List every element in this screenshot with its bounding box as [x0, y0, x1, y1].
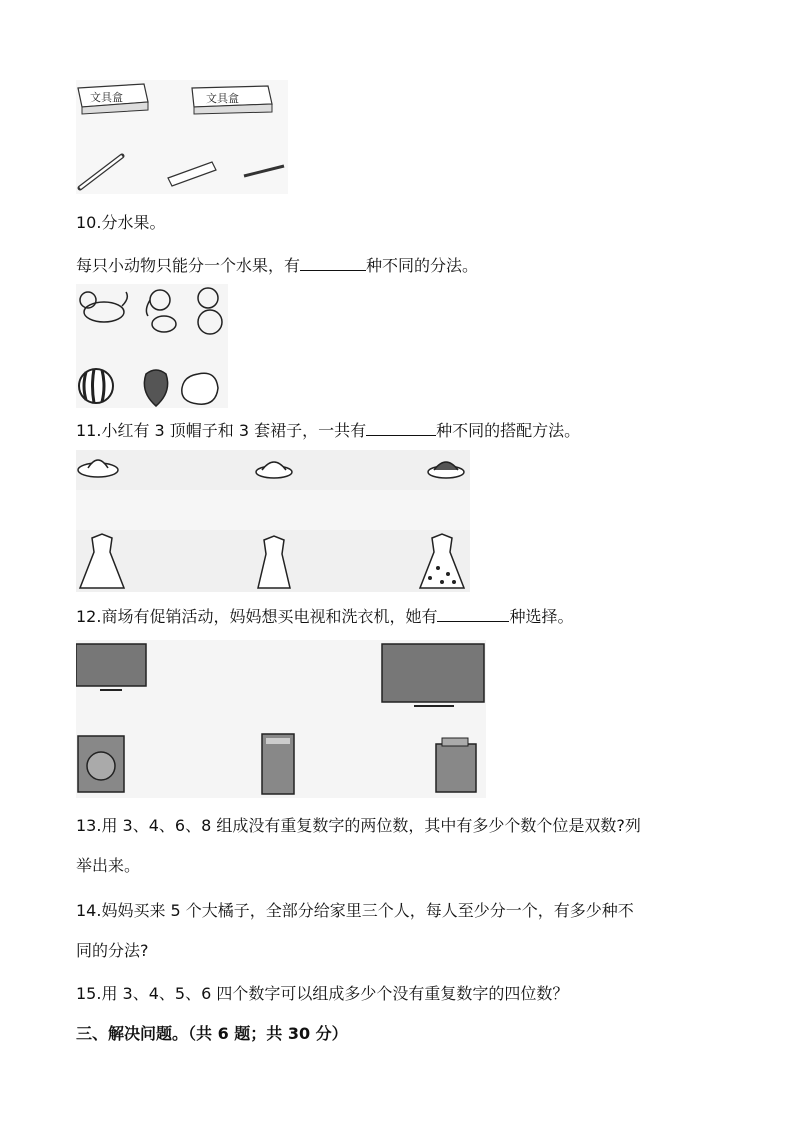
box-label-2: 文具盒 — [206, 92, 239, 105]
pencil-box-1 — [78, 84, 148, 114]
question-13-line2: 举出来。 — [76, 856, 141, 875]
hats-dresses-figure — [76, 450, 470, 592]
watermelon-icon — [79, 369, 113, 403]
stationery-figure — [76, 80, 288, 194]
tv-washer-figure — [76, 640, 486, 798]
question-10-body: 每只小动物只能分一个水果，有 种不同的分法。 — [76, 256, 479, 275]
question-14-line2: 同的分法? — [76, 941, 149, 960]
question-14-line1: 14.妈妈买来 5 个大橘子，全部分给家里三个人，每人至少分一个，有多少种不 — [76, 901, 634, 920]
washer-icon-1 — [78, 736, 124, 792]
pencil-box-2 — [192, 86, 272, 114]
box-label-1: 文具盒 — [90, 91, 123, 104]
washer-icon-2 — [262, 734, 294, 794]
animals-fruits-figure — [76, 284, 228, 408]
peach-icon — [182, 373, 218, 404]
washer-icon-3 — [436, 738, 476, 792]
question-13-line1: 13.用 3、4、6、8 组成没有重复数字的两位数，其中有多少个数个位是双数?列 — [76, 816, 641, 835]
tv-icon-1 — [76, 644, 146, 690]
answer-blank[interactable] — [366, 420, 436, 436]
answer-blank[interactable] — [437, 606, 509, 622]
question-10-title: 10.分水果。 — [76, 213, 166, 232]
answer-blank[interactable] — [300, 255, 366, 271]
question-12: 12.商场有促销活动，妈妈想买电视和洗衣机，她有 种选择。 — [76, 607, 574, 626]
section-heading: 三、解决问题。（共 6 题；共 30 分） — [76, 1024, 348, 1043]
tv-icon-2 — [382, 644, 484, 706]
question-15: 15.用 3、4、5、6 四个数字可以组成多少个没有重复数字的四位数？ — [76, 984, 569, 1003]
question-11: 11.小红有 3 顶帽子和 3 套裙子，一共有 种不同的搭配方法。 — [76, 421, 581, 440]
